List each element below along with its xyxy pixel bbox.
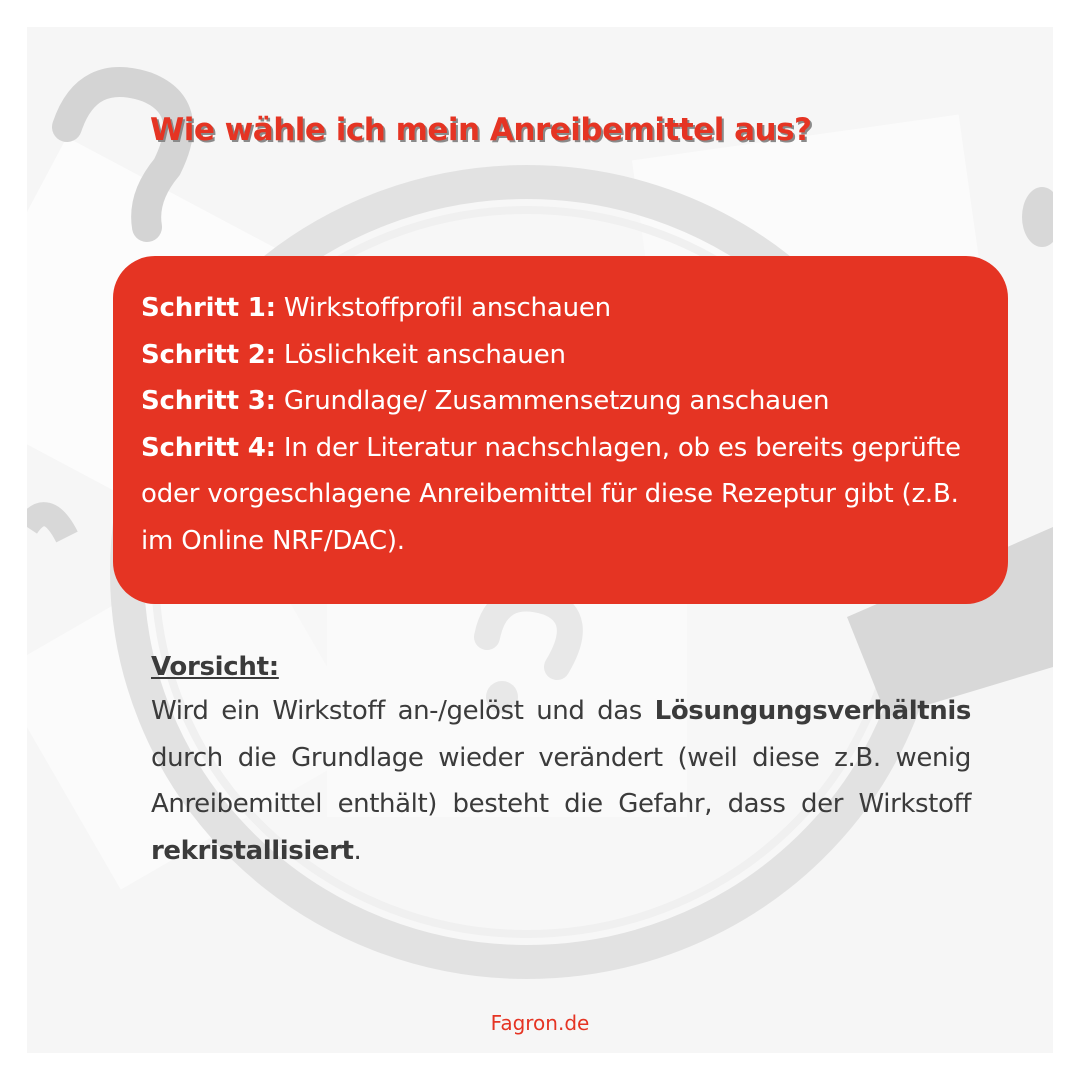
step-3-label: Schritt 3: xyxy=(141,386,276,416)
step-4 xyxy=(141,425,991,565)
step-1-text: Wirkstoffprofil anschauen xyxy=(275,293,611,323)
caution-text-part-2: durch die Grundlage wieder verändert (weil diese z.B. wenig Anreibemittel enthält) besteht die Gefahr, dass der Wirkstoff xyxy=(151,742,971,819)
caution-bold-term-2: rekristallisiert xyxy=(151,835,354,866)
caution-text-part-3: . xyxy=(353,835,362,866)
caution-bold-term-1: Lösungungsverhältnis xyxy=(654,696,971,726)
step-4-text: In der Literatur nachschlagen, ob es bereits geprüfte oder vorgeschlagene Anreibemittel für diese Rezeptur gibt (z.B. im Online NRF/DAC). xyxy=(141,432,961,556)
caution-text xyxy=(151,688,971,874)
caution-heading: Vorsicht: xyxy=(151,652,279,682)
step-1 xyxy=(141,285,1008,332)
steps-card xyxy=(113,256,1008,604)
step-2-text: Löslichkeit anschauen xyxy=(275,339,566,370)
page-title: Wie wähle ich mein Anreibemittel aus? xyxy=(150,112,812,148)
footer-website: Fagron.de xyxy=(490,1011,590,1035)
step-4-label: Schritt 4: xyxy=(141,432,276,463)
step-2-label: Schritt 2: xyxy=(141,339,276,370)
step-2 xyxy=(141,332,1008,379)
caution-section xyxy=(151,646,971,874)
caution-text-part-1: Wird ein Wirkstoff an-/gelöst und das xyxy=(151,696,655,726)
step-3 xyxy=(141,378,1008,425)
step-1-label: Schritt 1: xyxy=(141,293,276,323)
step-3-text: Grundlage/ Zusammensetzung anschauen xyxy=(275,386,830,416)
